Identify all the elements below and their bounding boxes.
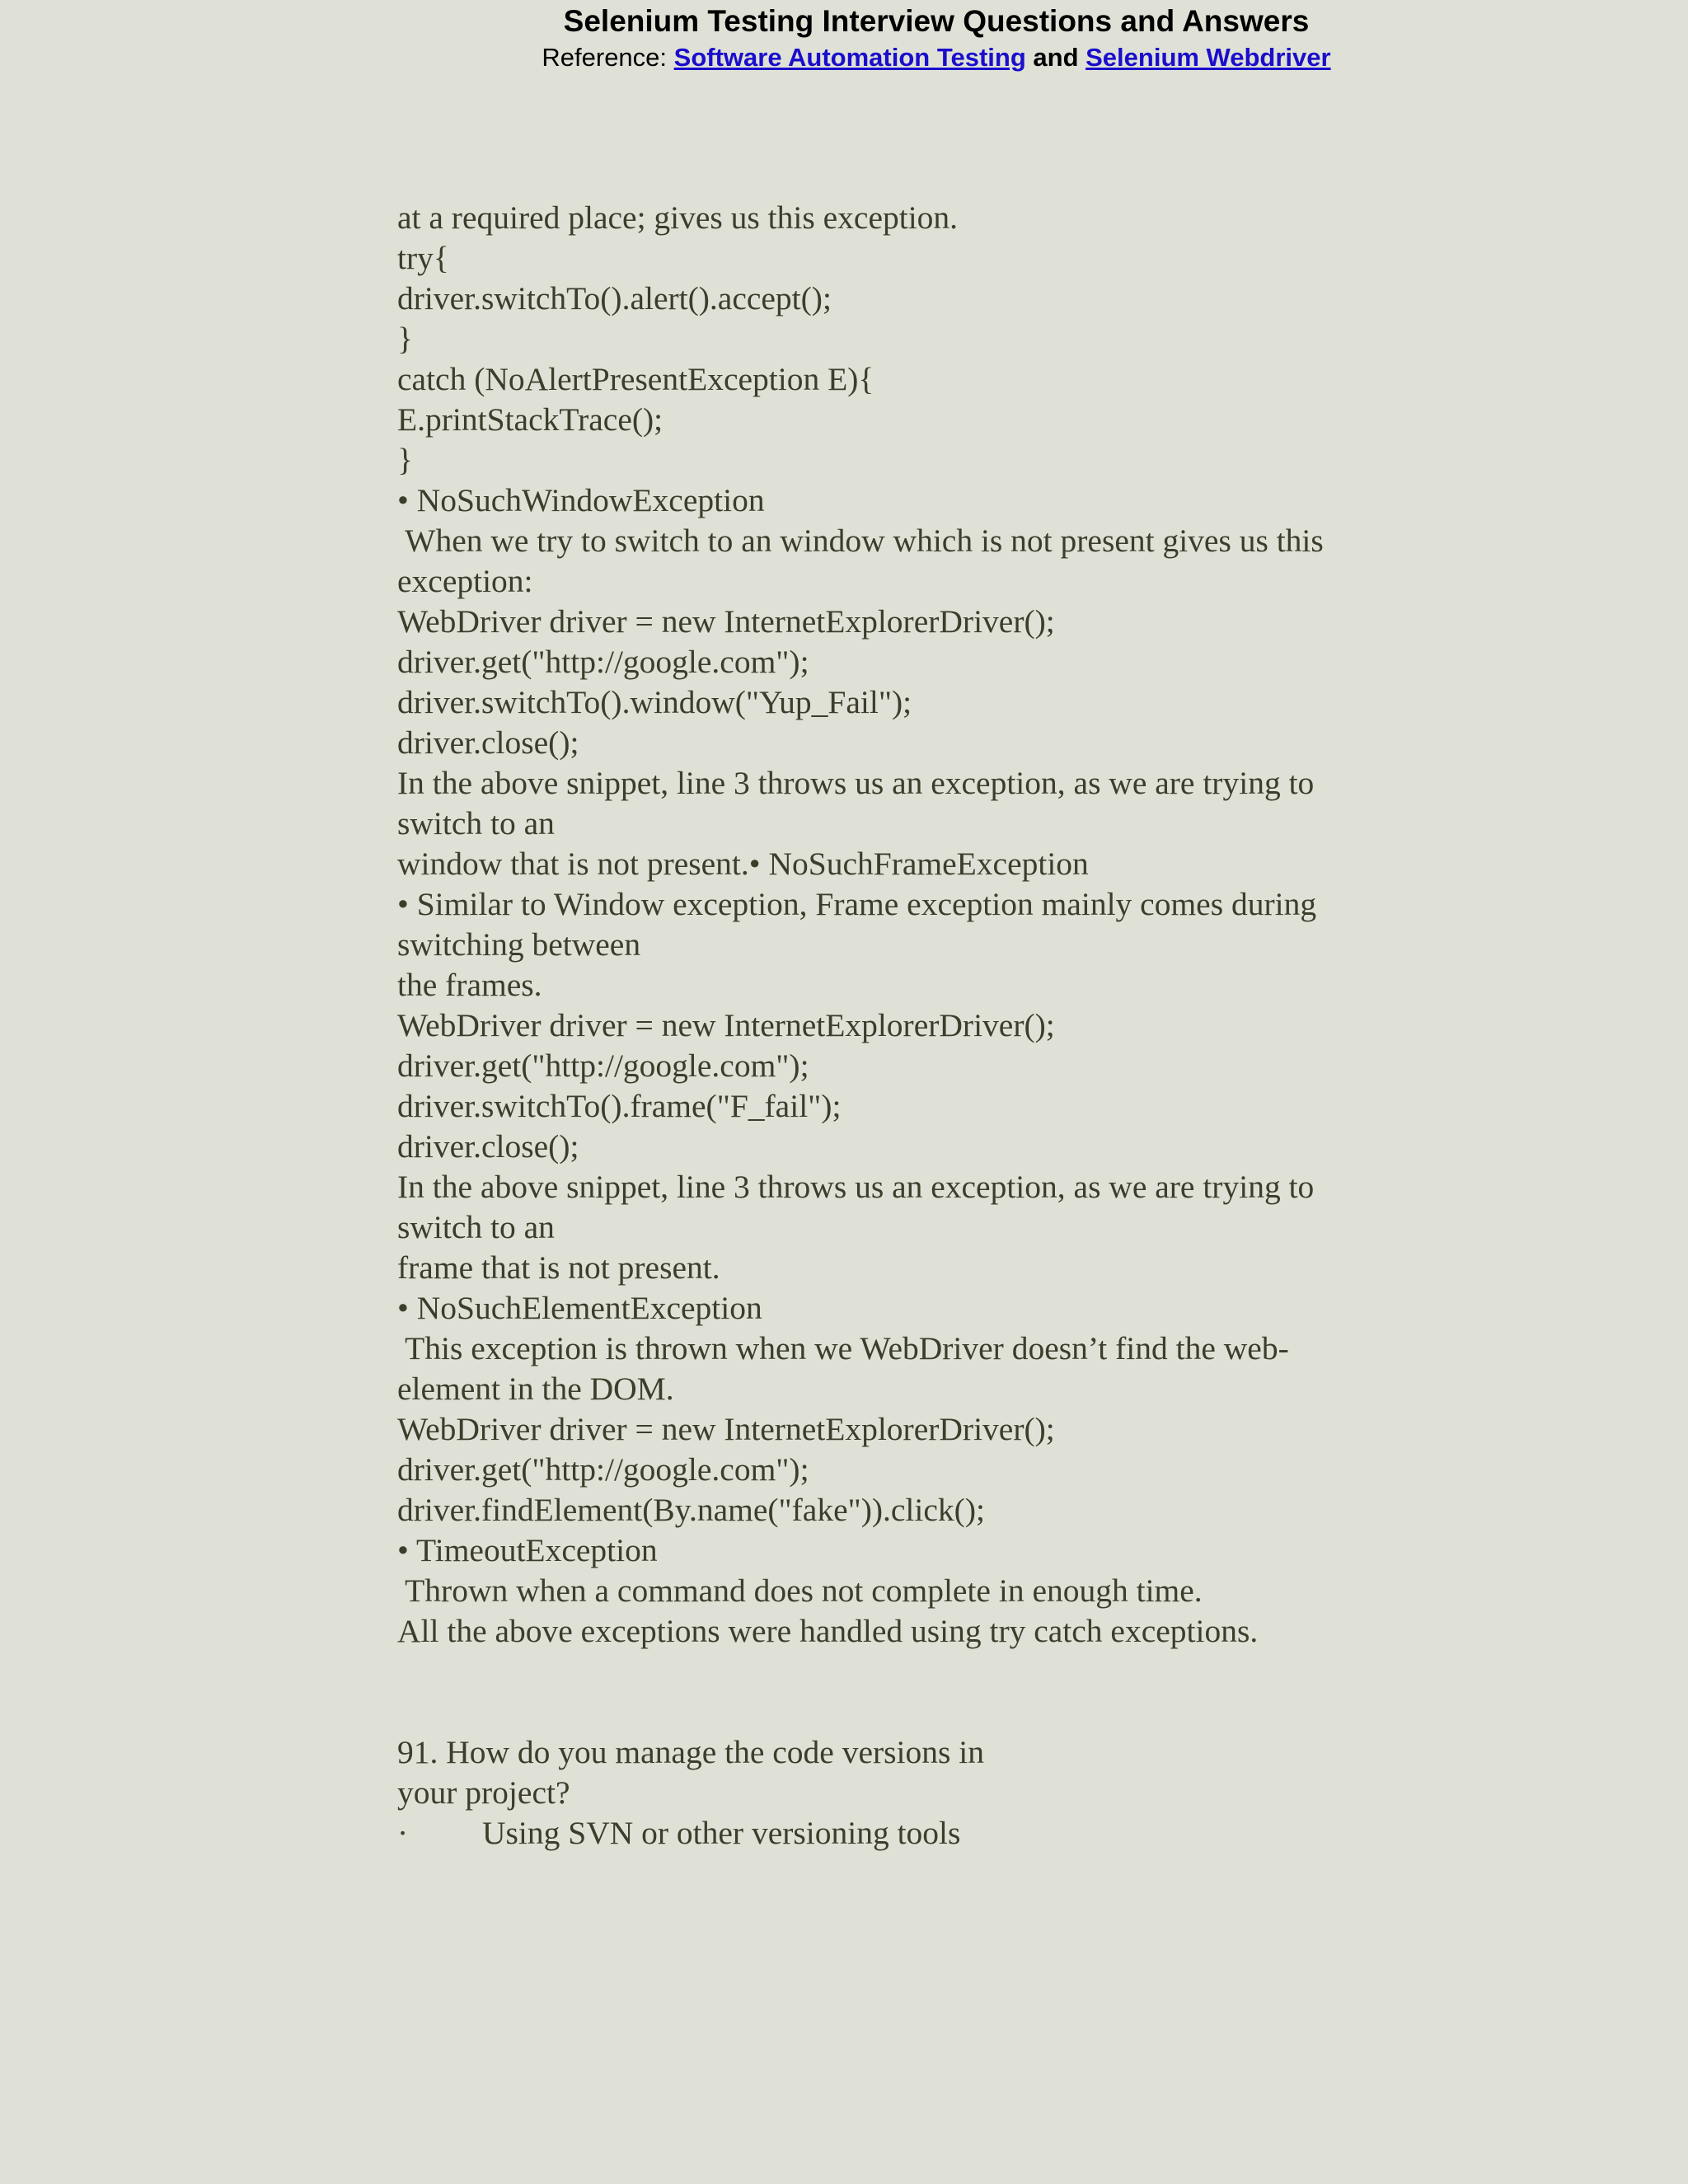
text-line: When we try to switch to an window which is not present gives us this [397,523,1324,559]
text-line: This exception is thrown when we WebDriver doesn’t find the web- [397,1330,1289,1366]
paragraph-gap [397,1652,1436,1732]
text-line: driver.close(); [397,1128,579,1165]
answer-text: Using SVN or other versioning tools [482,1815,961,1851]
text-line: E.printStackTrace(); [397,401,663,438]
text-line: driver.findElement(By.name("fake")).click(); [397,1492,985,1528]
bullet: · [397,1815,409,1851]
answer-item [397,1813,1436,1854]
text-line: switch to an [397,805,555,841]
text-line: driver.switchTo().frame("F_fail"); [397,1088,842,1124]
question-line-2: your project? [397,1774,570,1811]
text-line: switch to an [397,1209,555,1245]
text-line: WebDriver driver = new InternetExplorerDriver(); [397,603,1055,640]
text-line: exception: [397,563,533,599]
text-line: In the above snippet, line 3 throws us an exception, as we are trying to [397,1169,1315,1205]
reference-label: Reference: [542,43,674,72]
text-line: driver.get("http://google.com"); [397,644,809,680]
text-line: at a required place; gives us this exception. [397,199,959,236]
text-line: driver.close(); [397,724,579,761]
reference-line [0,41,1688,74]
text-line: • TimeoutException [397,1532,658,1568]
text-line: WebDriver driver = new InternetExplorerDriver(); [397,1007,1055,1043]
text-line: try{ [397,240,449,276]
document-body [397,198,1436,1854]
text-line: driver.switchTo().alert().accept(); [397,280,832,316]
text-line: catch (NoAlertPresentException E){ [397,361,874,397]
text-line: In the above snippet, line 3 throws us an exception, as we are trying to [397,765,1315,801]
text-line: driver.get("http://google.com"); [397,1451,809,1488]
text-line: • NoSuchWindowException [397,482,765,518]
exceptions-text-block [397,198,1436,1652]
text-line: All the above exceptions were handled using try catch exceptions. [397,1613,1259,1649]
text-line: } [397,321,413,357]
text-line: the frames. [397,967,542,1003]
text-line: window that is not present.• NoSuchFrameException [397,846,1089,882]
text-line: driver.switchTo().window("Yup_Fail"); [397,684,912,720]
text-line: } [397,442,413,478]
text-line: Thrown when a command does not complete in enough time. [397,1572,1203,1609]
selenium-webdriver-link[interactable]: Selenium Webdriver [1085,43,1331,72]
text-line: • Similar to Window exception, Frame exception mainly comes during [397,886,1317,922]
software-automation-testing-link[interactable]: Software Automation Testing [673,43,1026,72]
page-title: Selenium Testing Interview Questions and Answers [563,4,1310,38]
text-line: WebDriver driver = new InternetExplorerDriver(); [397,1411,1055,1447]
text-line: switching between [397,926,641,963]
reference-and: and [1025,43,1086,72]
text-line: frame that is not present. [397,1249,720,1286]
text-line: driver.get("http://google.com"); [397,1047,809,1084]
text-line: • NoSuchElementException [397,1290,762,1326]
question-line-1: 91. How do you manage the code versions in [397,1734,984,1770]
text-line: element in the DOM. [397,1371,674,1407]
